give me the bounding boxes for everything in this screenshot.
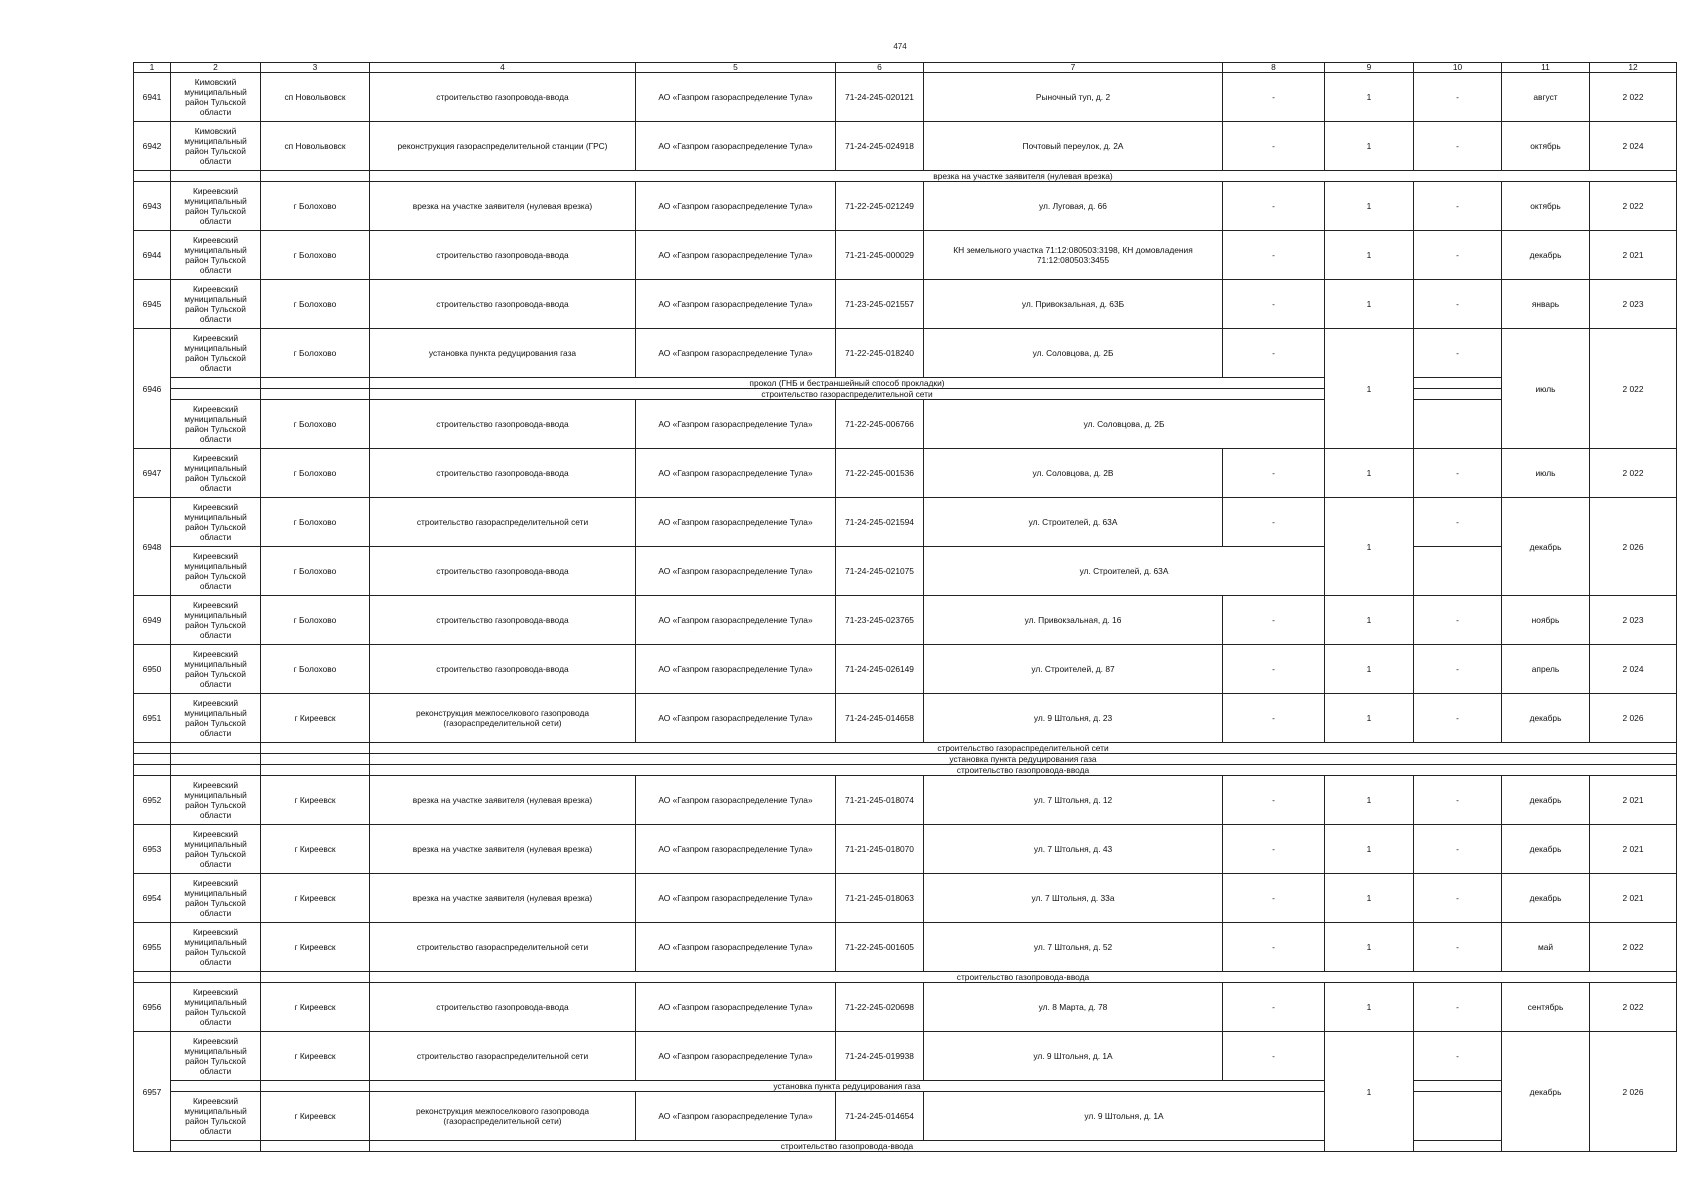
table-row — [134, 645, 1677, 694]
application-code-cell: 71-21-245-018070 — [836, 825, 924, 874]
table-row — [134, 231, 1677, 280]
col10-cell: - — [1414, 280, 1502, 329]
sub-work-row — [134, 743, 1677, 754]
month-cell: декабрь — [1502, 825, 1590, 874]
col9-cell: 1 — [1325, 73, 1414, 122]
row-number: 6941 — [134, 73, 171, 122]
work-type-cell: строительство газопровода-ввода — [370, 73, 636, 122]
address-cell: ул. 7 Штольня, д. 52 — [924, 923, 1223, 972]
col-header-8: 8 — [1223, 63, 1325, 73]
table-row — [134, 1032, 1677, 1081]
sub-work-row — [134, 378, 1677, 389]
address-cell: ул. Привокзальная, д. 63Б — [924, 280, 1223, 329]
col-header-1: 1 — [134, 63, 171, 73]
work-type-cell: реконструкция межпоселкового газопровода (газораспределительной сети) — [370, 694, 636, 743]
month-cell: сентябрь — [1502, 983, 1590, 1032]
col9-cell: 1 — [1325, 1032, 1414, 1152]
district-cell: Киреевский муниципальный район Тульской области — [171, 645, 261, 694]
year-cell: 2 022 — [1590, 923, 1677, 972]
settlement-cell: г Киреевск — [261, 874, 370, 923]
district-cell: Киреевский муниципальный район Тульской области — [171, 694, 261, 743]
col10-cell: - — [1414, 923, 1502, 972]
settlement-cell: г Киреевск — [261, 825, 370, 874]
table-row — [134, 400, 1677, 449]
application-code-cell: 71-24-245-026149 — [836, 645, 924, 694]
col8-cell: - — [1223, 1032, 1325, 1081]
col-header-6: 6 — [836, 63, 924, 73]
address-cell: ул. 7 Штольня, д. 43 — [924, 825, 1223, 874]
sub-work-label: строительство газопровода-ввода — [370, 765, 1677, 776]
application-code-cell: 71-24-245-020121 — [836, 73, 924, 122]
row-number: 6951 — [134, 694, 171, 743]
table-row — [134, 694, 1677, 743]
organization-cell: АО «Газпром газораспределение Тула» — [636, 776, 836, 825]
application-code-cell: 71-21-245-018074 — [836, 776, 924, 825]
col9-cell: 1 — [1325, 874, 1414, 923]
address-cell: ул. 9 Штольня, д. 1А — [924, 1092, 1325, 1141]
work-type-cell: врезка на участке заявителя (нулевая врезка) — [370, 182, 636, 231]
application-code-cell: 71-24-245-021594 — [836, 498, 924, 547]
organization-cell: АО «Газпром газораспределение Тула» — [636, 73, 836, 122]
col-header-2: 2 — [171, 63, 261, 73]
row-number: 6956 — [134, 983, 171, 1032]
col10-cell: - — [1414, 182, 1502, 231]
organization-cell: АО «Газпром газораспределение Тула» — [636, 498, 836, 547]
work-type-cell: строительство газопровода-ввода — [370, 280, 636, 329]
col9-cell: 1 — [1325, 231, 1414, 280]
year-cell: 2 021 — [1590, 231, 1677, 280]
work-type-cell: строительство газопровода-ввода — [370, 400, 636, 449]
address-cell: ул. 7 Штольня, д. 12 — [924, 776, 1223, 825]
col9-cell: 1 — [1325, 694, 1414, 743]
month-cell: январь — [1502, 280, 1590, 329]
gasification-schedule-table — [133, 62, 1677, 1152]
year-cell: 2 026 — [1590, 498, 1677, 596]
organization-cell: АО «Газпром газораспределение Тула» — [636, 596, 836, 645]
table-row — [134, 547, 1677, 596]
month-cell: декабрь — [1502, 231, 1590, 280]
address-cell: ул. Луговая, д. 66 — [924, 182, 1223, 231]
application-code-cell: 71-24-245-021075 — [836, 547, 924, 596]
organization-cell: АО «Газпром газораспределение Тула» — [636, 645, 836, 694]
application-code-cell: 71-22-245-018240 — [836, 329, 924, 378]
work-type-cell: строительство газопровода-ввода — [370, 596, 636, 645]
page-number: 474 — [893, 42, 907, 51]
application-code-cell: 71-23-245-021557 — [836, 280, 924, 329]
col10-cell: - — [1414, 776, 1502, 825]
row-number: 6947 — [134, 449, 171, 498]
district-cell: Киреевский муниципальный район Тульской области — [171, 825, 261, 874]
address-cell: Рыночный туп, д. 2 — [924, 73, 1223, 122]
col10-cell: - — [1414, 231, 1502, 280]
col-header-5: 5 — [636, 63, 836, 73]
col10-cell: - — [1414, 694, 1502, 743]
col8-cell: - — [1223, 874, 1325, 923]
year-cell: 2 023 — [1590, 596, 1677, 645]
col10-cell: - — [1414, 122, 1502, 171]
application-code-cell: 71-24-245-024918 — [836, 122, 924, 171]
district-cell: Кимовский муниципальный район Тульской области — [171, 122, 261, 171]
year-cell: 2 026 — [1590, 694, 1677, 743]
row-number: 6948 — [134, 498, 171, 596]
settlement-cell: г Киреевск — [261, 1092, 370, 1141]
application-code-cell: 71-22-245-001536 — [836, 449, 924, 498]
table-row — [134, 983, 1677, 1032]
district-cell: Киреевский муниципальный район Тульской области — [171, 400, 261, 449]
col9-cell: 1 — [1325, 776, 1414, 825]
table-row — [134, 73, 1677, 122]
col10-cell: - — [1414, 1032, 1502, 1081]
address-cell: ул. Соловцова, д. 2Б — [924, 400, 1325, 449]
address-cell: ул. Строителей, д. 87 — [924, 645, 1223, 694]
organization-cell: АО «Газпром газораспределение Тула» — [636, 182, 836, 231]
col8-cell: - — [1223, 231, 1325, 280]
col9-cell: 1 — [1325, 329, 1414, 449]
organization-cell: АО «Газпром газораспределение Тула» — [636, 983, 836, 1032]
column-number-row — [134, 63, 1677, 73]
year-cell: 2 021 — [1590, 874, 1677, 923]
application-code-cell: 71-21-245-000029 — [836, 231, 924, 280]
work-type-cell: строительство газопровода-ввода — [370, 983, 636, 1032]
address-cell: Почтовый переулок, д. 2А — [924, 122, 1223, 171]
col10-cell: - — [1414, 329, 1502, 378]
district-cell: Киреевский муниципальный район Тульской области — [171, 874, 261, 923]
row-number: 6952 — [134, 776, 171, 825]
district-cell: Киреевский муниципальный район Тульской области — [171, 449, 261, 498]
table-row — [134, 596, 1677, 645]
settlement-cell: г Болохово — [261, 231, 370, 280]
district-cell: Киреевский муниципальный район Тульской области — [171, 182, 261, 231]
district-cell: Киреевский муниципальный район Тульской области — [171, 923, 261, 972]
month-cell: май — [1502, 923, 1590, 972]
organization-cell: АО «Газпром газораспределение Тула» — [636, 400, 836, 449]
month-cell: декабрь — [1502, 1032, 1590, 1152]
work-type-cell: строительство газопровода-ввода — [370, 231, 636, 280]
settlement-cell: г Киреевск — [261, 1032, 370, 1081]
col10-cell: - — [1414, 874, 1502, 923]
table-row — [134, 122, 1677, 171]
table-row — [134, 498, 1677, 547]
col-header-9: 9 — [1325, 63, 1414, 73]
district-cell: Киреевский муниципальный район Тульской области — [171, 983, 261, 1032]
table-row — [134, 825, 1677, 874]
sub-work-label: врезка на участке заявителя (нулевая врезка) — [370, 171, 1677, 182]
col8-cell: - — [1223, 122, 1325, 171]
col8-cell: - — [1223, 329, 1325, 378]
organization-cell: АО «Газпром газораспределение Тула» — [636, 825, 836, 874]
col8-cell: - — [1223, 73, 1325, 122]
district-cell: Киреевский муниципальный район Тульской области — [171, 280, 261, 329]
sub-work-row — [134, 754, 1677, 765]
month-cell: декабрь — [1502, 498, 1590, 596]
col9-cell: 1 — [1325, 280, 1414, 329]
district-cell: Киреевский муниципальный район Тульской области — [171, 776, 261, 825]
settlement-cell: г Болохово — [261, 498, 370, 547]
settlement-cell: г Киреевск — [261, 983, 370, 1032]
district-cell: Киреевский муниципальный район Тульской области — [171, 596, 261, 645]
work-type-cell: реконструкция межпоселкового газопровода (газораспределительной сети) — [370, 1092, 636, 1141]
sub-work-row — [134, 171, 1677, 182]
district-cell: Киреевский муниципальный район Тульской области — [171, 498, 261, 547]
sub-work-row — [134, 765, 1677, 776]
application-code-cell: 71-22-245-001605 — [836, 923, 924, 972]
work-type-cell: строительство газораспределительной сети — [370, 923, 636, 972]
settlement-cell: сп Новольвовск — [261, 73, 370, 122]
col-header-10: 10 — [1414, 63, 1502, 73]
sub-work-label: строительство газопровода-ввода — [370, 972, 1677, 983]
col9-cell: 1 — [1325, 596, 1414, 645]
month-cell: июль — [1502, 449, 1590, 498]
month-cell: октябрь — [1502, 122, 1590, 171]
sub-work-label: прокол (ГНБ и бестраншейный способ прокладки) — [370, 378, 1325, 389]
settlement-cell: г Болохово — [261, 596, 370, 645]
col8-cell: - — [1223, 923, 1325, 972]
settlement-cell: г Болохово — [261, 547, 370, 596]
organization-cell: АО «Газпром газораспределение Тула» — [636, 449, 836, 498]
row-number: 6946 — [134, 329, 171, 449]
year-cell: 2 024 — [1590, 122, 1677, 171]
col8-cell: - — [1223, 825, 1325, 874]
address-cell: ул. 9 Штольня, д. 1А — [924, 1032, 1223, 1081]
col10-cell: - — [1414, 498, 1502, 547]
organization-cell: АО «Газпром газораспределение Тула» — [636, 122, 836, 171]
month-cell: декабрь — [1502, 874, 1590, 923]
table-row — [134, 329, 1677, 378]
settlement-cell: г Болохово — [261, 329, 370, 378]
application-code-cell: 71-24-245-014658 — [836, 694, 924, 743]
district-cell: Киреевский муниципальный район Тульской области — [171, 329, 261, 378]
address-cell: ул. Соловцова, д. 2В — [924, 449, 1223, 498]
month-cell: август — [1502, 73, 1590, 122]
organization-cell: АО «Газпром газораспределение Тула» — [636, 1092, 836, 1141]
table-row — [134, 923, 1677, 972]
application-code-cell: 71-22-245-020698 — [836, 983, 924, 1032]
settlement-cell: г Болохово — [261, 449, 370, 498]
year-cell: 2 022 — [1590, 73, 1677, 122]
col10-cell: - — [1414, 73, 1502, 122]
col10-cell: - — [1414, 983, 1502, 1032]
col10-cell: - — [1414, 825, 1502, 874]
table-row — [134, 182, 1677, 231]
col-header-7: 7 — [924, 63, 1223, 73]
table-row — [134, 280, 1677, 329]
row-number: 6955 — [134, 923, 171, 972]
work-type-cell: врезка на участке заявителя (нулевая врезка) — [370, 874, 636, 923]
table-row — [134, 776, 1677, 825]
col-header-12: 12 — [1590, 63, 1677, 73]
col-header-11: 11 — [1502, 63, 1590, 73]
month-cell: июль — [1502, 329, 1590, 449]
work-type-cell: установка пункта редуцирования газа — [370, 329, 636, 378]
sub-work-label: строительство газораспределительной сети — [370, 743, 1677, 754]
table-row — [134, 874, 1677, 923]
settlement-cell: г Болохово — [261, 400, 370, 449]
organization-cell: АО «Газпром газораспределение Тула» — [636, 874, 836, 923]
address-cell: ул. 7 Штольня, д. 33а — [924, 874, 1223, 923]
district-cell: Киреевский муниципальный район Тульской области — [171, 1032, 261, 1081]
address-cell: ул. Строителей, д. 63А — [924, 498, 1223, 547]
sub-work-label: установка пункта редуцирования газа — [370, 1081, 1325, 1092]
district-cell: Киреевский муниципальный район Тульской области — [171, 547, 261, 596]
settlement-cell: г Болохово — [261, 645, 370, 694]
sub-work-row — [134, 389, 1677, 400]
col9-cell: 1 — [1325, 645, 1414, 694]
col10-cell: - — [1414, 449, 1502, 498]
address-cell: ул. Строителей, д. 63А — [924, 547, 1325, 596]
col9-cell: 1 — [1325, 449, 1414, 498]
work-type-cell: строительство газораспределительной сети — [370, 1032, 636, 1081]
settlement-cell: г Киреевск — [261, 923, 370, 972]
col9-cell: 1 — [1325, 923, 1414, 972]
col8-cell: - — [1223, 645, 1325, 694]
work-type-cell: строительство газопровода-ввода — [370, 449, 636, 498]
row-number: 6953 — [134, 825, 171, 874]
address-cell: КН земельного участка 71:12:080503:3198, КН домовладения 71:12:080503:3455 — [924, 231, 1223, 280]
row-number: 6945 — [134, 280, 171, 329]
col-header-3: 3 — [261, 63, 370, 73]
settlement-cell: сп Новольвовск — [261, 122, 370, 171]
year-cell: 2 024 — [1590, 645, 1677, 694]
row-number: 6957 — [134, 1032, 171, 1152]
sub-work-row — [134, 1081, 1677, 1092]
row-number: 6942 — [134, 122, 171, 171]
row-number: 6954 — [134, 874, 171, 923]
work-type-cell: строительство газопровода-ввода — [370, 645, 636, 694]
row-number: 6950 — [134, 645, 171, 694]
col8-cell: - — [1223, 182, 1325, 231]
year-cell: 2 023 — [1590, 280, 1677, 329]
col8-cell: - — [1223, 449, 1325, 498]
col9-cell: 1 — [1325, 498, 1414, 596]
organization-cell: АО «Газпром газораспределение Тула» — [636, 923, 836, 972]
year-cell: 2 022 — [1590, 182, 1677, 231]
col-header-4: 4 — [370, 63, 636, 73]
sub-work-label: установка пункта редуцирования газа — [370, 754, 1677, 765]
row-number: 6944 — [134, 231, 171, 280]
application-code-cell: 71-24-245-019938 — [836, 1032, 924, 1081]
application-code-cell: 71-21-245-018063 — [836, 874, 924, 923]
month-cell: декабрь — [1502, 694, 1590, 743]
work-type-cell: врезка на участке заявителя (нулевая врезка) — [370, 776, 636, 825]
col9-cell: 1 — [1325, 983, 1414, 1032]
year-cell: 2 022 — [1590, 983, 1677, 1032]
sub-work-row — [134, 1141, 1677, 1152]
work-type-cell: строительство газораспределительной сети — [370, 498, 636, 547]
district-cell: Кимовский муниципальный район Тульской области — [171, 73, 261, 122]
col10-cell: - — [1414, 645, 1502, 694]
col10-cell: - — [1414, 596, 1502, 645]
sub-work-row — [134, 972, 1677, 983]
application-code-cell: 71-23-245-023765 — [836, 596, 924, 645]
col8-cell: - — [1223, 694, 1325, 743]
district-cell: Киреевский муниципальный район Тульской области — [171, 1092, 261, 1141]
organization-cell: АО «Газпром газораспределение Тула» — [636, 547, 836, 596]
col9-cell: 1 — [1325, 122, 1414, 171]
address-cell: ул. Привокзальная, д. 16 — [924, 596, 1223, 645]
year-cell: 2 026 — [1590, 1032, 1677, 1152]
col9-cell: 1 — [1325, 825, 1414, 874]
month-cell: ноябрь — [1502, 596, 1590, 645]
year-cell: 2 022 — [1590, 449, 1677, 498]
col8-cell: - — [1223, 983, 1325, 1032]
application-code-cell: 71-22-245-006766 — [836, 400, 924, 449]
work-type-cell: реконструкция газораспределительной станции (ГРС) — [370, 122, 636, 171]
year-cell: 2 022 — [1590, 329, 1677, 449]
year-cell: 2 021 — [1590, 776, 1677, 825]
organization-cell: АО «Газпром газораспределение Тула» — [636, 329, 836, 378]
col9-cell: 1 — [1325, 182, 1414, 231]
organization-cell: АО «Газпром газораспределение Тула» — [636, 280, 836, 329]
row-number: 6949 — [134, 596, 171, 645]
col8-cell: - — [1223, 280, 1325, 329]
col8-cell: - — [1223, 776, 1325, 825]
settlement-cell: г Киреевск — [261, 694, 370, 743]
settlement-cell: г Болохово — [261, 280, 370, 329]
organization-cell: АО «Газпром газораспределение Тула» — [636, 694, 836, 743]
application-code-cell: 71-24-245-014654 — [836, 1092, 924, 1141]
settlement-cell: г Киреевск — [261, 776, 370, 825]
sub-work-label: строительство газопровода-ввода — [370, 1141, 1325, 1152]
work-type-cell: строительство газопровода-ввода — [370, 547, 636, 596]
month-cell: октябрь — [1502, 182, 1590, 231]
organization-cell: АО «Газпром газораспределение Тула» — [636, 1032, 836, 1081]
address-cell: ул. 9 Штольня, д. 23 — [924, 694, 1223, 743]
sub-work-label: строительство газораспределительной сети — [370, 389, 1325, 400]
work-type-cell: врезка на участке заявителя (нулевая врезка) — [370, 825, 636, 874]
settlement-cell: г Болохово — [261, 182, 370, 231]
month-cell: апрель — [1502, 645, 1590, 694]
address-cell: ул. 8 Марта, д. 78 — [924, 983, 1223, 1032]
col8-cell: - — [1223, 498, 1325, 547]
table-row — [134, 1092, 1677, 1141]
organization-cell: АО «Газпром газораспределение Тула» — [636, 231, 836, 280]
month-cell: декабрь — [1502, 776, 1590, 825]
application-code-cell: 71-22-245-021249 — [836, 182, 924, 231]
year-cell: 2 021 — [1590, 825, 1677, 874]
district-cell: Киреевский муниципальный район Тульской области — [171, 231, 261, 280]
table-row — [134, 449, 1677, 498]
row-number: 6943 — [134, 182, 171, 231]
address-cell: ул. Соловцова, д. 2Б — [924, 329, 1223, 378]
col8-cell: - — [1223, 596, 1325, 645]
